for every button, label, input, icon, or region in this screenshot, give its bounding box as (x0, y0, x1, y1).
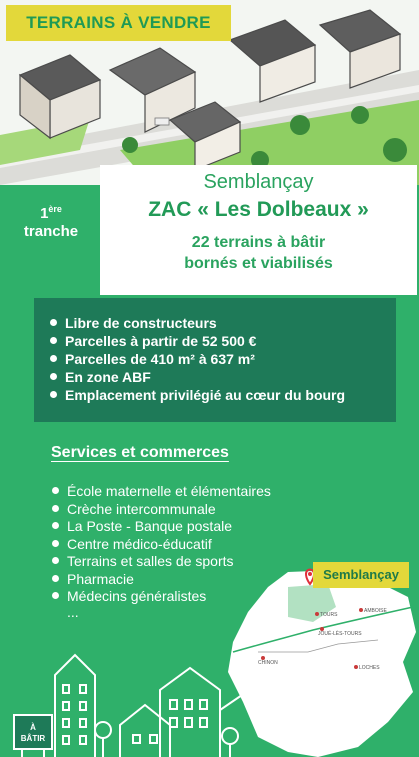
subtitle-line-1: 22 terrains à bâtir (191, 234, 326, 251)
bullet-icon (52, 540, 59, 547)
buildings-outline-illustration (0, 640, 260, 757)
map-town-joue: JOUÉ-LÈS-TOURS (318, 631, 362, 637)
bullet-icon (50, 373, 57, 380)
bullet-icon (52, 505, 59, 512)
phase-superscript: ère (48, 204, 62, 214)
service-item: Pharmacie (52, 571, 271, 589)
bullet-icon (52, 487, 59, 494)
town-name: Semblançay (203, 171, 314, 193)
feature-item: Parcelles de 410 m² à 637 m² (50, 350, 396, 368)
map-location-label: Semblançay (313, 562, 409, 588)
bullet-icon (50, 355, 57, 362)
service-item: Centre médico-éducatif (52, 536, 271, 554)
feature-item: Libre de constructeurs (50, 314, 396, 332)
title-box (100, 165, 417, 295)
services-heading: Services et commerces (51, 444, 229, 461)
service-item-more: ... (67, 603, 79, 620)
phase-number: 1 (40, 205, 49, 222)
feature-item: En zone ABF (50, 368, 396, 386)
sign-line-1: À (30, 723, 36, 732)
service-item: École maternelle et élémentaires (52, 483, 271, 501)
bullet-icon (50, 319, 57, 326)
service-item: Crèche intercommunale (52, 501, 271, 519)
hero-illustration (0, 0, 419, 185)
bullet-icon (52, 522, 59, 529)
features-box (34, 298, 396, 422)
bullet-icon (50, 391, 57, 398)
bullet-icon (52, 575, 59, 582)
service-item: Terrains et salles de sports (52, 553, 271, 571)
map-town-chinon: CHINON (258, 660, 278, 666)
subtitle-line-2: bornés et viabilisés (184, 255, 333, 272)
for-sale-sign (14, 715, 52, 757)
bullet-icon (52, 557, 59, 564)
feature-item: Parcelles à partir de 52 500 € (50, 332, 396, 350)
feature-item: Emplacement privilégié au cœur du bourg (50, 386, 396, 404)
project-title: ZAC « Les Dolbeaux » (148, 198, 369, 221)
service-item: Médecins généralistes (52, 588, 271, 606)
project-subtitle (100, 232, 417, 274)
phase-word: tranche (23, 223, 79, 240)
phase-label (8, 200, 94, 241)
map-town-tours: TOURS (320, 612, 338, 618)
bullet-icon (52, 592, 59, 599)
bullet-icon (50, 337, 57, 344)
map-town-loches: LOCHES (359, 665, 380, 671)
sign-line-2: BÂTIR (20, 734, 46, 743)
map-town-amboise: AMBOISE (364, 608, 387, 614)
service-item: La Poste - Banque postale (52, 518, 271, 536)
for-sale-badge: TERRAINS À VENDRE (6, 5, 231, 41)
